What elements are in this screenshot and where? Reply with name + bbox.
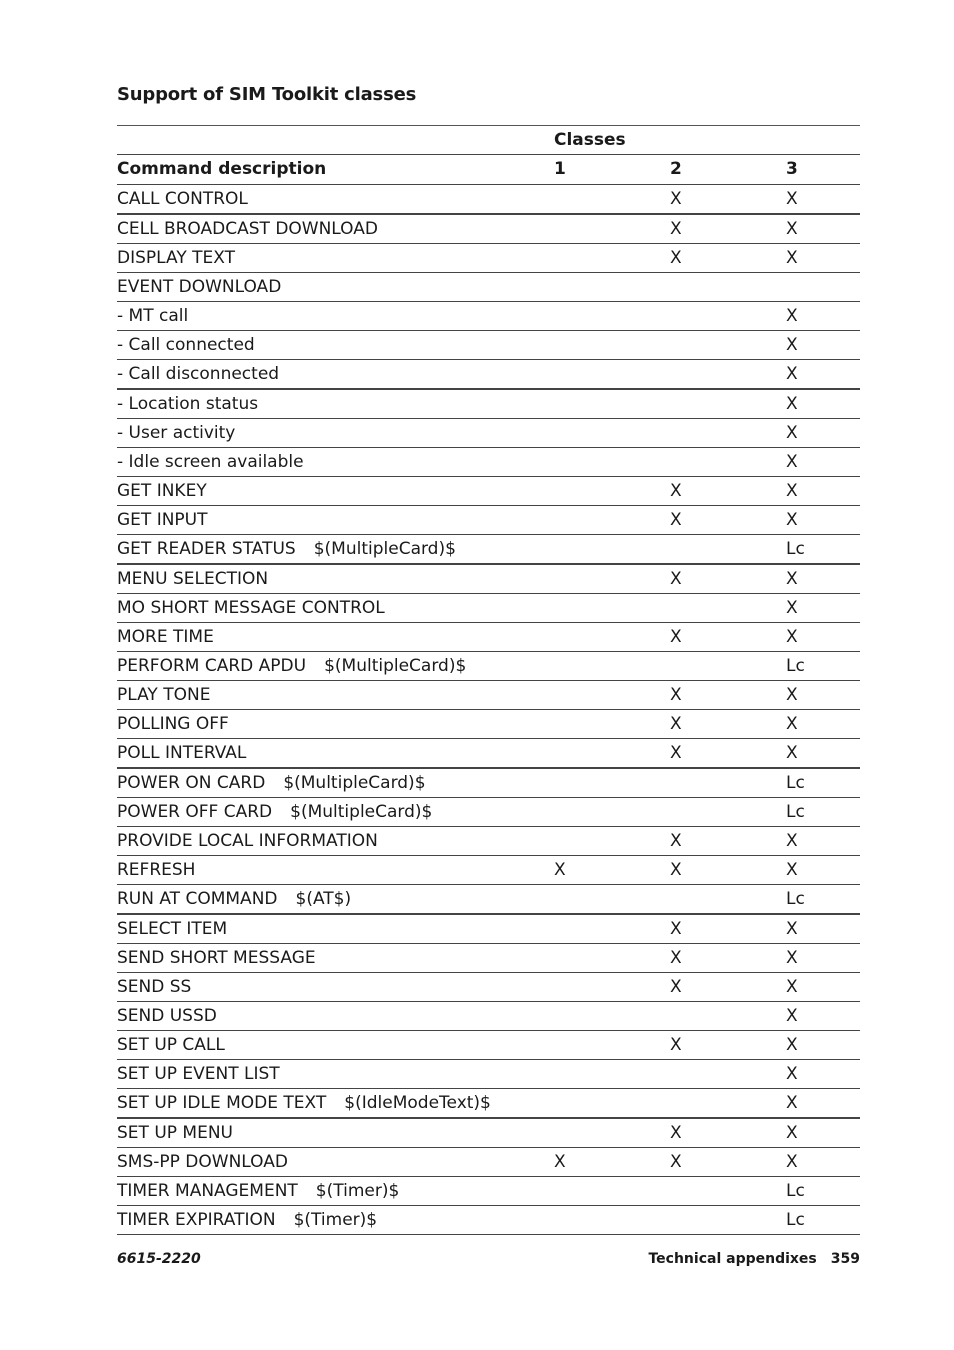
command-description-cell xyxy=(117,652,466,680)
command-description-cell xyxy=(117,944,316,972)
table-header-row xyxy=(117,155,860,185)
class-3-cell: X xyxy=(786,948,798,968)
class-2-cell: X xyxy=(670,860,682,880)
table-row xyxy=(117,1119,860,1148)
class-2-cell: X xyxy=(670,569,682,589)
command-macro: $(Timer)$ xyxy=(315,1181,400,1201)
class-3-cell: X xyxy=(786,1123,798,1143)
column-header-command-description: Command description xyxy=(117,159,327,179)
command-name: PROVIDE LOCAL INFORMATION xyxy=(117,831,378,851)
table-row xyxy=(117,710,860,739)
table-row xyxy=(117,856,860,885)
command-description-cell xyxy=(117,885,351,913)
class-3-cell: X xyxy=(786,510,798,530)
column-header-class-2: 2 xyxy=(670,159,682,179)
table-row xyxy=(117,535,860,565)
table-row xyxy=(117,973,860,1002)
class-3-cell: Lc xyxy=(786,1210,805,1230)
class-3-cell: X xyxy=(786,394,798,414)
table-row xyxy=(117,769,860,798)
class-3-cell: Lc xyxy=(786,889,805,909)
command-description-cell xyxy=(117,856,195,884)
class-3-cell: Lc xyxy=(786,1181,805,1201)
command-description-cell xyxy=(117,594,385,622)
command-name: SET UP EVENT LIST xyxy=(117,1064,280,1084)
command-name: CELL BROADCAST DOWNLOAD xyxy=(117,219,378,239)
command-name: GET READER STATUS xyxy=(117,539,296,559)
command-macro: $(Timer)$ xyxy=(293,1210,378,1230)
table-row xyxy=(117,1031,860,1060)
class-2-cell: X xyxy=(670,685,682,705)
table-row xyxy=(117,244,860,273)
command-description-cell xyxy=(117,244,235,272)
classes-group-header: Classes xyxy=(554,130,626,150)
class-2-cell: X xyxy=(670,481,682,501)
class-2-cell: X xyxy=(670,919,682,939)
table-row xyxy=(117,681,860,710)
class-3-cell: Lc xyxy=(786,539,805,559)
command-name: POLLING OFF xyxy=(117,714,229,734)
command-description-cell xyxy=(117,1060,280,1088)
command-name: EVENT DOWNLOAD xyxy=(117,277,282,297)
command-name: - MT call xyxy=(117,306,189,326)
class-3-cell: X xyxy=(786,1035,798,1055)
class-3-cell: X xyxy=(786,452,798,472)
command-description-cell xyxy=(117,681,210,709)
table-row xyxy=(117,215,860,244)
command-name: SELECT ITEM xyxy=(117,919,228,939)
command-description-cell xyxy=(117,827,378,855)
command-name: REFRESH xyxy=(117,860,196,880)
command-macro: $(MultipleCard)$ xyxy=(290,802,433,822)
class-2-cell: X xyxy=(670,219,682,239)
command-name: PLAY TONE xyxy=(117,685,211,705)
table-row xyxy=(117,1148,860,1177)
command-name: SMS-PP DOWNLOAD xyxy=(117,1152,288,1172)
class-2-cell: X xyxy=(670,1035,682,1055)
table-row xyxy=(117,273,860,302)
class-2-cell: X xyxy=(670,1152,682,1172)
command-description-cell xyxy=(117,535,456,563)
class-3-cell: X xyxy=(786,860,798,880)
command-name: DISPLAY TEXT xyxy=(117,248,235,268)
table-row xyxy=(117,448,860,477)
command-name: MORE TIME xyxy=(117,627,214,647)
table-row xyxy=(117,506,860,535)
table-row xyxy=(117,1177,860,1206)
command-name: CALL CONTROL xyxy=(117,189,248,209)
command-name: TIMER EXPIRATION xyxy=(117,1210,276,1230)
class-2-cell: X xyxy=(670,831,682,851)
command-name: - Idle screen available xyxy=(117,452,304,472)
table-group-header-row xyxy=(117,126,860,155)
command-name: - Call disconnected xyxy=(117,364,280,384)
command-description-cell xyxy=(117,273,281,301)
table-row xyxy=(117,1002,860,1031)
footer-page-number: 359 xyxy=(830,1251,860,1267)
table-row xyxy=(117,623,860,652)
command-name: GET INKEY xyxy=(117,481,207,501)
command-description-cell xyxy=(117,973,191,1001)
table-row xyxy=(117,915,860,944)
sim-toolkit-classes-table xyxy=(117,125,860,1235)
command-name: SEND USSD xyxy=(117,1006,217,1026)
class-3-cell: X xyxy=(786,189,798,209)
command-name: RUN AT COMMAND xyxy=(117,889,278,909)
command-name: SET UP CALL xyxy=(117,1035,225,1055)
command-description-cell xyxy=(117,1119,233,1147)
command-description-cell xyxy=(117,1002,217,1030)
class-3-cell: X xyxy=(786,248,798,268)
table-row xyxy=(117,302,860,331)
command-description-cell xyxy=(117,710,229,738)
table-row xyxy=(117,798,860,827)
command-name: PERFORM CARD APDU xyxy=(117,656,307,676)
class-2-cell: X xyxy=(670,714,682,734)
class-3-cell: X xyxy=(786,306,798,326)
footer-page-info xyxy=(648,1251,860,1267)
class-3-cell: X xyxy=(786,1152,798,1172)
class-3-cell: X xyxy=(786,364,798,384)
class-3-cell: X xyxy=(786,977,798,997)
command-macro: $(MultipleCard)$ xyxy=(324,656,467,676)
table-row xyxy=(117,419,860,448)
command-description-cell xyxy=(117,360,279,388)
class-3-cell: X xyxy=(786,627,798,647)
command-description-cell xyxy=(117,331,255,359)
command-name: GET INPUT xyxy=(117,510,208,530)
class-2-cell: X xyxy=(670,510,682,530)
class-2-cell: X xyxy=(670,627,682,647)
command-macro: $(AT$) xyxy=(295,889,352,909)
class-3-cell: Lc xyxy=(786,656,805,676)
table-row xyxy=(117,360,860,390)
class-3-cell: X xyxy=(786,1006,798,1026)
command-description-cell xyxy=(117,1177,399,1205)
class-3-cell: X xyxy=(786,569,798,589)
command-description-cell xyxy=(117,506,208,534)
class-2-cell: X xyxy=(670,743,682,763)
class-3-cell: X xyxy=(786,685,798,705)
command-description-cell xyxy=(117,448,304,476)
command-name: POWER OFF CARD xyxy=(117,802,273,822)
command-description-cell xyxy=(117,390,258,418)
column-header-class-3: 3 xyxy=(786,159,798,179)
command-name: - Location status xyxy=(117,394,259,414)
table-row xyxy=(117,827,860,856)
table-row xyxy=(117,594,860,623)
command-name: POWER ON CARD xyxy=(117,773,266,793)
class-3-cell: Lc xyxy=(786,802,805,822)
column-header-class-1: 1 xyxy=(554,159,566,179)
command-description-cell xyxy=(117,623,214,651)
table-row xyxy=(117,1060,860,1089)
command-name: POLL INTERVAL xyxy=(117,743,247,763)
command-name: SEND SS xyxy=(117,977,192,997)
class-3-cell: X xyxy=(786,219,798,239)
command-name: - User activity xyxy=(117,423,236,443)
class-3-cell: X xyxy=(786,1093,798,1113)
command-name: MENU SELECTION xyxy=(117,569,269,589)
class-2-cell: X xyxy=(670,248,682,268)
command-description-cell xyxy=(117,915,227,943)
command-name: SEND SHORT MESSAGE xyxy=(117,948,316,968)
command-description-cell xyxy=(117,1148,288,1176)
class-2-cell: X xyxy=(670,948,682,968)
command-description-cell xyxy=(117,302,188,330)
footer-doc-number: 6615-2220 xyxy=(117,1251,201,1267)
command-description-cell xyxy=(117,1089,491,1117)
command-name: - Call connected xyxy=(117,335,255,355)
class-1-cell: X xyxy=(554,1152,566,1172)
class-3-cell: X xyxy=(786,335,798,355)
class-2-cell: X xyxy=(670,977,682,997)
command-description-cell xyxy=(117,1206,377,1234)
command-name: SET UP IDLE MODE TEXT xyxy=(117,1093,327,1113)
command-description-cell xyxy=(117,477,207,505)
class-3-cell: X xyxy=(786,714,798,734)
class-1-cell: X xyxy=(554,860,566,880)
command-description-cell xyxy=(117,798,432,826)
table-row xyxy=(117,885,860,915)
class-3-cell: Lc xyxy=(786,773,805,793)
table-row xyxy=(117,1206,860,1235)
command-description-cell xyxy=(117,215,378,243)
class-3-cell: X xyxy=(786,831,798,851)
page-title: Support of SIM Toolkit classes xyxy=(117,84,417,105)
command-description-cell xyxy=(117,185,248,213)
class-3-cell: X xyxy=(786,743,798,763)
command-name: TIMER MANAGEMENT xyxy=(117,1181,298,1201)
class-3-cell: X xyxy=(786,423,798,443)
command-macro: $(IdleModeText)$ xyxy=(344,1093,491,1113)
command-description-cell xyxy=(117,565,268,593)
command-name: MO SHORT MESSAGE CONTROL xyxy=(117,598,385,618)
table-row xyxy=(117,331,860,360)
command-description-cell xyxy=(117,1031,225,1059)
command-description-cell xyxy=(117,739,246,767)
footer-section-title: Technical appendixes xyxy=(648,1251,817,1267)
class-3-cell: X xyxy=(786,481,798,501)
class-2-cell: X xyxy=(670,189,682,209)
command-macro: $(MultipleCard)$ xyxy=(313,539,456,559)
table-row xyxy=(117,652,860,681)
table-row xyxy=(117,1089,860,1119)
command-description-cell xyxy=(117,419,235,447)
class-3-cell: X xyxy=(786,919,798,939)
class-3-cell: X xyxy=(786,1064,798,1084)
table-row xyxy=(117,739,860,769)
table-row xyxy=(117,185,860,215)
command-name: SET UP MENU xyxy=(117,1123,233,1143)
command-macro: $(MultipleCard)$ xyxy=(283,773,426,793)
class-3-cell: X xyxy=(786,598,798,618)
table-body xyxy=(117,185,860,1235)
table-row xyxy=(117,390,860,419)
table-row xyxy=(117,477,860,506)
table-row xyxy=(117,565,860,594)
command-description-cell xyxy=(117,769,426,797)
class-2-cell: X xyxy=(670,1123,682,1143)
table-row xyxy=(117,944,860,973)
